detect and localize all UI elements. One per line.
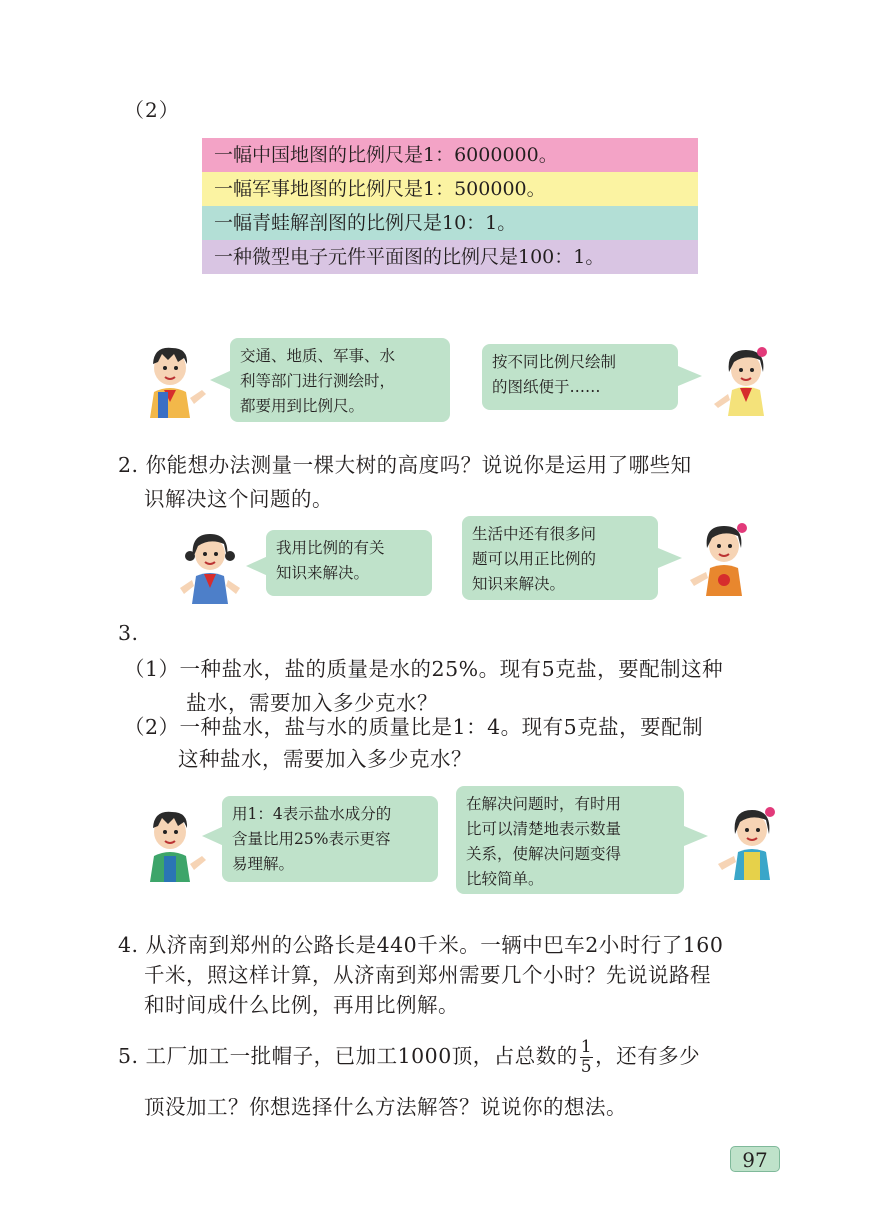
girl-character-icon — [710, 344, 780, 416]
bubble-tail — [684, 826, 708, 846]
bubble-tail — [202, 826, 224, 846]
bubble-line: 关系，使解决问题变得 — [466, 845, 622, 863]
speech-bubble-boy-1 — [230, 338, 450, 422]
bubble-line: 在解决问题时，有时用 — [466, 795, 622, 813]
scale-row-frog-anatomy: 一幅青蛙解剖图的比例尺是10：1。 — [202, 206, 698, 240]
section-label: （2） — [124, 98, 180, 122]
speech-bubble-girl-1 — [482, 344, 678, 410]
speech-bubble-girl-2 — [266, 530, 432, 596]
bubble-line: 含量比用25%表示更容 — [232, 830, 391, 848]
question-3-part-2-line-1: （2）一种盐水，盐与水的质量比是1：4。现有5克盐，要配制 — [124, 715, 704, 739]
bubble-line: 知识来解决。 — [276, 564, 370, 582]
bubble-line: 都要用到比例尺。 — [240, 397, 365, 415]
scale-row-military-map: 一幅军事地图的比例尺是1：500000。 — [202, 172, 698, 206]
bubble-line: 交通、地质、军事、水 — [240, 347, 396, 365]
bubble-line: 知识来解决。 — [472, 575, 566, 593]
bubble-tail — [246, 556, 268, 576]
fraction-numerator: 1 — [580, 1037, 593, 1057]
scale-row-electronic-part: 一种微型电子元件平面图的比例尺是100：1。 — [202, 240, 698, 274]
bubble-line: 的图纸便于…… — [492, 378, 601, 396]
question-5-text-before-fraction: 5. 工厂加工一批帽子，已加工1000顶，占总数的 — [118, 1044, 578, 1068]
bubble-tail — [210, 370, 232, 390]
question-3-part-1-line-2: 盐水，需要加入多少克水？ — [186, 691, 438, 715]
speech-bubble-girl-3 — [462, 516, 658, 600]
scale-row-china-map: 一幅中国地图的比例尺是1：6000000。 — [202, 138, 698, 172]
boy-character-icon — [138, 806, 208, 882]
question-5-line-2: 顶没加工？你想选择什么方法解答？说说你的想法。 — [144, 1095, 627, 1119]
speech-bubble-girl-4 — [456, 786, 684, 894]
fraction-one-fifth — [580, 1038, 593, 1077]
bubble-line: 比可以清楚地表示数量 — [466, 820, 622, 838]
fraction-denominator: 5 — [580, 1057, 593, 1077]
girl-character-icon — [178, 528, 244, 604]
bubble-line: 利等部门进行测绘时， — [240, 372, 396, 390]
scale-table — [202, 138, 698, 274]
girl-character-icon — [714, 804, 784, 880]
bubble-line: 我用比例的有关 — [276, 539, 385, 557]
question-3-part-1-line-1: （1）一种盐水，盐的质量是水的25%。现有5克盐，要配制这种 — [124, 657, 724, 681]
bubble-line: 按不同比例尺绘制 — [492, 353, 617, 371]
bubble-line: 易理解。 — [232, 855, 295, 873]
question-3-part-2-line-2: 这种盐水，需要加入多少克水？ — [178, 747, 472, 771]
bubble-tail — [678, 366, 702, 386]
bubble-line: 生活中还有很多问 — [472, 525, 597, 543]
speech-bubble-boy-2 — [222, 796, 438, 882]
question-3-number: 3. — [118, 621, 139, 645]
question-2-line-2: 识解决这个问题的。 — [144, 487, 333, 511]
girl-character-icon — [688, 518, 758, 596]
bubble-line: 题可以用正比例的 — [472, 550, 597, 568]
bubble-tail — [658, 548, 682, 568]
boy-character-icon — [140, 340, 210, 418]
question-2-line-1: 2. 你能想办法测量一棵大树的高度吗？说说你是运用了哪些知 — [118, 453, 692, 477]
question-4-line-2: 千米，照这样计算，从济南到郑州需要几个小时？先说说路程 — [144, 963, 711, 987]
bubble-line: 用1：4表示盐水成分的 — [232, 805, 392, 823]
page-number: 97 — [730, 1146, 780, 1172]
question-4-line-3: 和时间成什么比例，再用比例解。 — [144, 993, 459, 1017]
bubble-line: 比较简单。 — [466, 870, 544, 888]
question-5-line-1 — [118, 1038, 700, 1077]
question-5-text-after-fraction: ，还有多少 — [595, 1044, 701, 1068]
question-4-line-1: 4. 从济南到郑州的公路长是440千米。一辆中巴车2小时行了160 — [118, 933, 724, 957]
